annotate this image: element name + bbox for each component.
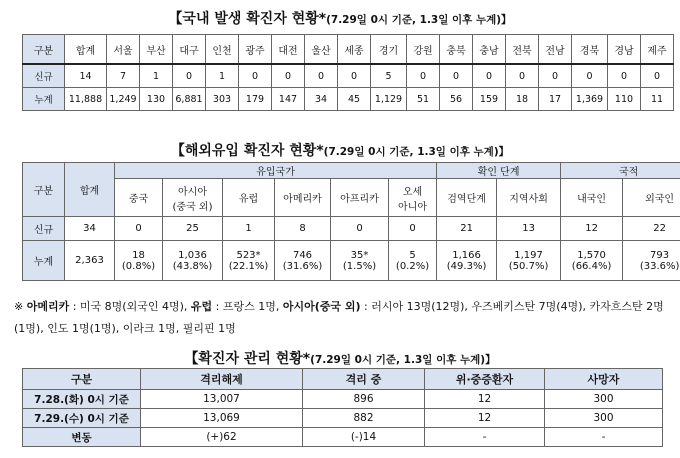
table-cell: 34 [305, 88, 338, 111]
overseas-table [22, 162, 680, 281]
table-cell: 7 [107, 64, 140, 88]
table-cell: 51 [407, 88, 440, 111]
table-cell [115, 241, 163, 281]
table-cell: 8 [275, 217, 331, 241]
table-cell: 300 [545, 409, 663, 428]
table-cell: (+)62 [141, 428, 303, 447]
domestic-new-row [23, 64, 674, 88]
table-cell [497, 241, 561, 281]
header-line: (중국 외) [172, 201, 213, 213]
table-cell: 159 [473, 88, 506, 111]
cell-percent: (0.2%) [395, 260, 430, 272]
cell-value: 1,036 [178, 249, 207, 261]
row-label: 누계 [23, 241, 65, 281]
table-cell [331, 241, 389, 281]
row-label: 누계 [23, 88, 65, 111]
table-cell: 0 [305, 64, 338, 88]
management-header-row [23, 369, 663, 390]
header-cell: 경기 [371, 35, 407, 65]
header-line: 아니아 [398, 201, 428, 213]
table-cell: - [545, 428, 663, 447]
table-cell: 0 [338, 64, 371, 88]
header-cell: 세종 [338, 35, 371, 65]
group-header-nation: 국적 [561, 163, 680, 179]
note-asia-text: : 러시아 13명(12명), 우즈베키스탄 7명(4명), 카자흐스탄 2명(1명), 인도 1명(1명), 이라크 1명, 필리핀 1명 [14, 300, 664, 335]
header-cell: 격리 중 [303, 369, 425, 390]
overseas-title-text: 【해외유입 확진자 현황* [170, 143, 324, 159]
header-cell: 대구 [173, 35, 206, 65]
table-cell: 1 [223, 217, 275, 241]
table-cell: 12 [425, 390, 545, 409]
table-cell: 1 [206, 64, 239, 88]
cell-percent: (1.5%) [342, 260, 377, 272]
header-cell: 합계 [65, 35, 107, 65]
cell-percent: (0.8%) [121, 260, 156, 272]
overseas-cumulative-row [23, 241, 680, 281]
header-cell: 위·중증환자 [425, 369, 545, 390]
header-cell: 외국인 [623, 179, 680, 217]
header-cell: 서울 [107, 35, 140, 65]
cell-percent: (22.1%) [228, 260, 269, 272]
cell-percent: (33.6%) [639, 260, 680, 272]
header-cell: 충남 [473, 35, 506, 65]
table-cell: 179 [239, 88, 272, 111]
cell-value: 1,197 [514, 249, 543, 261]
domestic-header-row [23, 35, 674, 65]
table-cell [223, 241, 275, 281]
table-cell: 11,888 [65, 88, 107, 111]
table-cell: 18 [506, 88, 539, 111]
cell-value: 1,570 [577, 249, 606, 261]
header-line: 아시아 [178, 186, 207, 198]
cell-percent: (66.4%) [571, 260, 612, 272]
table-cell: 147 [272, 88, 305, 111]
table-cell: 11 [641, 88, 674, 111]
note-america-label: 아메리카 [26, 300, 70, 313]
table-cell: 1,369 [572, 88, 608, 111]
table-cell: 110 [608, 88, 641, 111]
table-cell: 12 [561, 217, 623, 241]
header-cell [389, 179, 437, 217]
header-cell: 경남 [608, 35, 641, 65]
cell-percent: (49.3%) [446, 260, 487, 272]
header-cell: 전북 [506, 35, 539, 65]
table-cell: 882 [303, 409, 425, 428]
table-cell: 303 [206, 88, 239, 111]
table-cell: 0 [506, 64, 539, 88]
table-cell: 0 [331, 217, 389, 241]
header-cell: 격리해제 [141, 369, 303, 390]
table-cell: 0 [440, 64, 473, 88]
header-cell: 경북 [572, 35, 608, 65]
header-cell: 강원 [407, 35, 440, 65]
header-cell: 아프리카 [331, 179, 389, 217]
management-title-text: 【확진자 관리 현황* [184, 351, 311, 367]
group-header-confirm: 확인 단계 [437, 163, 561, 179]
table-cell: 300 [545, 390, 663, 409]
header-cell: 울산 [305, 35, 338, 65]
table-cell: 6,881 [173, 88, 206, 111]
domestic-table [22, 34, 674, 111]
cell-percent: (50.7%) [508, 260, 549, 272]
header-cell: 아메리카 [275, 179, 331, 217]
overseas-subtitle: (7.29일 0시 기준, 1.3일 이후 누계)】 [323, 146, 510, 158]
cell-value: 746 [292, 249, 313, 261]
overseas-subheader-row [23, 179, 680, 217]
overseas-group-row [23, 163, 680, 179]
table-cell: 13,069 [141, 409, 303, 428]
cell-value: 5 [409, 249, 416, 261]
table-cell: 0 [272, 64, 305, 88]
row-label: 변동 [23, 428, 141, 447]
header-cell: 충북 [440, 35, 473, 65]
header-cell: 인천 [206, 35, 239, 65]
table-cell: 0 [473, 64, 506, 88]
header-cell: 제주 [641, 35, 674, 65]
note-america-text: : 미국 8명(외국인 4명), [69, 300, 191, 313]
row-label: 7.29.(수) 0시 기준 [23, 409, 141, 428]
header-cell: 구분 [23, 369, 141, 390]
header-cell: 광주 [239, 35, 272, 65]
table-cell: 12 [425, 409, 545, 428]
header-cell [163, 179, 223, 217]
header-cell: 사망자 [545, 369, 663, 390]
table-cell: 0 [641, 64, 674, 88]
table-cell [623, 241, 680, 281]
footnote [14, 296, 674, 340]
table-cell: 56 [440, 88, 473, 111]
management-row-0729 [23, 409, 663, 428]
table-cell: 45 [338, 88, 371, 111]
table-cell: 130 [140, 88, 173, 111]
table-cell: 1,249 [107, 88, 140, 111]
table-cell: 13 [497, 217, 561, 241]
header-cell: 구분 [23, 35, 65, 65]
row-label: 7.28.(화) 0시 기준 [23, 390, 141, 409]
note-europe-text: : 프랑스 1명, [212, 300, 283, 313]
table-cell: 0 [389, 217, 437, 241]
cell-percent: (31.6%) [282, 260, 323, 272]
domestic-cumulative-row [23, 88, 674, 111]
group-header-country: 유입국가 [115, 163, 437, 179]
header-cell: 유럽 [223, 179, 275, 217]
cell-value: 35* [350, 249, 369, 261]
table-cell: 22 [623, 217, 680, 241]
header-line: 오세 [402, 186, 423, 198]
table-cell: 896 [303, 390, 425, 409]
table-cell: - [425, 428, 545, 447]
row-label: 신규 [23, 64, 65, 88]
table-cell: 14 [65, 64, 107, 88]
overseas-new-row [23, 217, 680, 241]
header-cell: 합계 [65, 163, 115, 217]
header-cell: 지역사회 [497, 179, 561, 217]
table-cell: 1,129 [371, 88, 407, 111]
row-label: 신규 [23, 217, 65, 241]
header-cell: 전남 [539, 35, 572, 65]
table-cell: 25 [163, 217, 223, 241]
table-cell: 1 [140, 64, 173, 88]
table-cell: 0 [572, 64, 608, 88]
domestic-title [0, 8, 680, 28]
management-title [0, 348, 680, 368]
management-row-0728 [23, 390, 663, 409]
table-cell [275, 241, 331, 281]
table-cell: (-)14 [303, 428, 425, 447]
note-europe-label: 유럽 [190, 300, 213, 313]
table-cell [437, 241, 497, 281]
domestic-subtitle: (7.29일 0시 기준, 1.3일 이후 누계)】 [326, 14, 512, 26]
table-cell: 0 [407, 64, 440, 88]
table-cell [561, 241, 623, 281]
overseas-title [0, 140, 680, 160]
table-cell: 0 [539, 64, 572, 88]
header-cell: 부산 [140, 35, 173, 65]
domestic-title-text: 【국내 발생 확진자 현황* [168, 11, 327, 27]
table-cell: 0 [115, 217, 163, 241]
header-cell: 대전 [272, 35, 305, 65]
table-cell: 0 [173, 64, 206, 88]
management-table [22, 368, 663, 447]
table-cell: 0 [608, 64, 641, 88]
table-cell: 21 [437, 217, 497, 241]
table-cell: 13,007 [141, 390, 303, 409]
management-row-change [23, 428, 663, 447]
table-cell [389, 241, 437, 281]
table-cell: 34 [65, 217, 115, 241]
management-subtitle: (7.29일 0시 기준, 1.3일 이후 누계)】 [310, 354, 496, 366]
cell-value: 18 [132, 249, 145, 261]
cell-value: 793 [650, 249, 670, 261]
note-asia-label: 아시아(중국 외) [282, 300, 361, 313]
table-cell: 2,363 [65, 241, 115, 281]
note-mark: ※ [14, 300, 24, 313]
cell-value: 523* [236, 249, 261, 261]
table-cell: 17 [539, 88, 572, 111]
header-cell: 검역단계 [437, 179, 497, 217]
table-cell: 5 [371, 64, 407, 88]
header-cell: 내국인 [561, 179, 623, 217]
header-cell: 구분 [23, 163, 65, 217]
cell-percent: (43.8%) [172, 260, 213, 272]
header-cell: 중국 [115, 179, 163, 217]
table-cell [163, 241, 223, 281]
cell-value: 1,166 [452, 249, 481, 261]
table-cell: 0 [239, 64, 272, 88]
